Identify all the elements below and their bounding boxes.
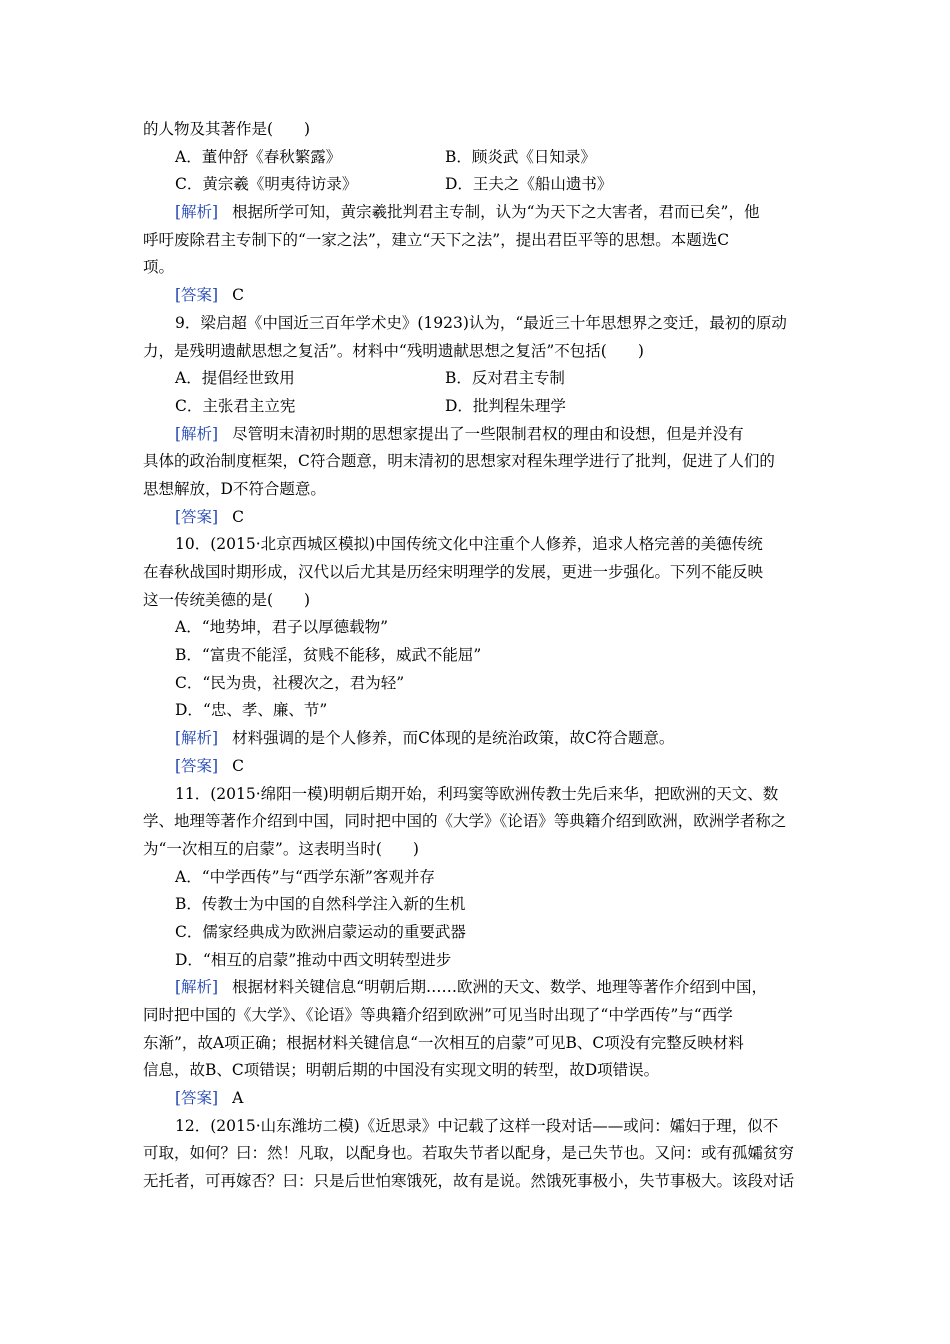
- q9-stem-line-1: 9．梁启超《中国近三百年学术史》(1923)认为，“最近三十年思想界之变迁，最初的原动: [175, 313, 787, 332]
- q9-option-d: D．批判程朱理学: [445, 396, 566, 415]
- q9-stem-line-2: 力，是残明遗献思想之复活”。材料中“残明遗献思想之复活”不包括( ): [143, 341, 644, 360]
- analysis-text: 根据所学可知，黄宗羲批判君主专制，认为“为天下之大害者，君而已矣”，他: [232, 203, 760, 222]
- answer-value: A: [232, 1089, 244, 1108]
- q11-analysis-line-1: [143, 974, 810, 1002]
- q9-options-row-1: [143, 365, 810, 393]
- q11-answer: [143, 1085, 810, 1113]
- q11-stem-line-1: 11．(2015·绵阳一模)明朝后期开始，利玛窦等欧洲传教士先后来华，把欧洲的天文、数: [175, 784, 779, 803]
- q11-option-a: A．“中学西传”与“西学东渐”客观并存: [175, 867, 435, 886]
- answer-tag: [答案]: [175, 1089, 219, 1108]
- q11-stem-line-2: 学、地理等著作介绍到中国，同时把中国的《大学》《论语》等典籍介绍到欧洲，欧洲学者称之: [143, 812, 787, 831]
- q9-analysis-line-3: 思想解放，D不符合题意。: [143, 479, 326, 498]
- q9-option-c: C．主张君主立宪: [175, 396, 296, 415]
- analysis-tag: [解析]: [175, 978, 219, 997]
- analysis-tag: [解析]: [175, 203, 219, 222]
- answer-value: C: [232, 507, 244, 526]
- q8-option-c: C．黄宗羲《明夷待访录》: [175, 175, 358, 194]
- q9-analysis-line-1: [143, 421, 810, 449]
- document-page: [143, 116, 810, 1196]
- q8-stem-tail: 的人物及其著作是( ): [143, 120, 311, 138]
- q9-options-row-2: [143, 393, 810, 421]
- q8-options-row-1: [143, 144, 810, 172]
- answer-value: C: [232, 286, 244, 305]
- q11-option-d: D．“相互的启蒙”推动中西文明转型进步: [175, 950, 452, 969]
- q9-answer: [143, 504, 810, 532]
- q12-stem-line-2: 可取，如何？曰：然！凡取，以配身也。若取失节者以配身，是己失节也。又问：或有孤孀贫穷: [143, 1144, 795, 1163]
- q8-analysis-line-2: 呼吁废除君主专制下的“一家之法”，建立“天下之法”，提出君臣平等的思想。本题选C: [143, 230, 730, 249]
- answer-tag: [答案]: [175, 286, 219, 305]
- answer-value: C: [232, 756, 244, 775]
- q10-option-a: A．“地势坤，君子以厚德载物”: [175, 618, 389, 637]
- q10-option-c: C．“民为贵，社稷次之，君为轻”: [175, 673, 405, 692]
- answer-tag: [答案]: [175, 507, 219, 526]
- q11-option-b: B．传教士为中国的自然科学注入新的生机: [175, 895, 466, 914]
- q11-analysis-line-3: 东渐”，故A项正确；根据材料关键信息“一次相互的启蒙”可见B、C项没有完整反映材料: [143, 1033, 744, 1052]
- q8-analysis-line-1: [143, 199, 810, 227]
- q10-option-b: B．“富贵不能淫，贫贱不能移，威武不能屈”: [175, 646, 482, 665]
- q10-answer: [143, 753, 810, 781]
- analysis-text: 根据材料关键信息“明朝后期……欧洲的天文、数学、地理等著作介绍到中国，: [232, 978, 768, 997]
- q11-analysis-line-2: 同时把中国的《大学》、《论语》等典籍介绍到欧洲”可见当时出现了“中学西传”与“西学: [143, 1006, 733, 1024]
- q10-option-d: D．“忠、孝、廉、节”: [175, 701, 328, 720]
- q10-stem-line-2: 在春秋战国时期形成，汉代以后尤其是历经宋明理学的发展，更进一步强化。下列不能反映: [143, 563, 764, 581]
- analysis-text: 尽管明末清初时期的思想家提出了一些限制君权的理由和设想，但是并没有: [232, 424, 744, 443]
- q8-answer: [143, 282, 810, 310]
- q12-stem-line-1: 12．(2015·山东潍坊二模)《近思录》中记载了这样一段对话——或问：孀妇于理，似不: [175, 1116, 779, 1135]
- q8-option-b: B．顾炎武《日知录》: [445, 147, 596, 166]
- q9-analysis-line-2: 具体的政治制度框架，C符合题意，明末清初的思想家对程朱理学进行了批判，促进了人们的: [143, 452, 775, 471]
- q8-option-d: D．王夫之《船山遗书》: [445, 175, 613, 194]
- q8-option-a: A．董仲舒《春秋繁露》: [175, 147, 342, 166]
- q10-stem-line-1: 10．(2015·北京西城区模拟)中国传统文化中注重个人修养，追求人格完善的美德传统: [175, 535, 763, 554]
- q12-stem-line-3: 无托者，可再嫁否？曰：只是后世怕寒饿死，故有是说。然饿死事极小，失节事极大。该段对话: [143, 1172, 795, 1191]
- q9-option-b: B．反对君主专制: [445, 369, 565, 388]
- q11-option-c: C．儒家经典成为欧洲启蒙运动的重要武器: [175, 922, 466, 941]
- q11-stem-line-3: 为“一次相互的启蒙”。这表明当时( ): [143, 839, 419, 858]
- q9-option-a: A．提倡经世致用: [175, 369, 295, 388]
- q8-analysis-line-3: 项。: [143, 258, 175, 277]
- q8-options-row-2: [143, 171, 810, 199]
- q11-analysis-line-4: 信息，故B、C项错误；明朝后期的中国没有实现文明的转型，故D项错误。: [143, 1061, 660, 1080]
- q10-stem-line-3: 这一传统美德的是( ): [143, 590, 311, 609]
- analysis-text: 材料强调的是个人修养，而C体现的是统治政策，故C符合题意。: [232, 729, 675, 748]
- analysis-tag: [解析]: [175, 424, 219, 443]
- q10-analysis-line-1: [143, 725, 810, 753]
- answer-tag: [答案]: [175, 756, 219, 775]
- analysis-tag: [解析]: [175, 729, 219, 748]
